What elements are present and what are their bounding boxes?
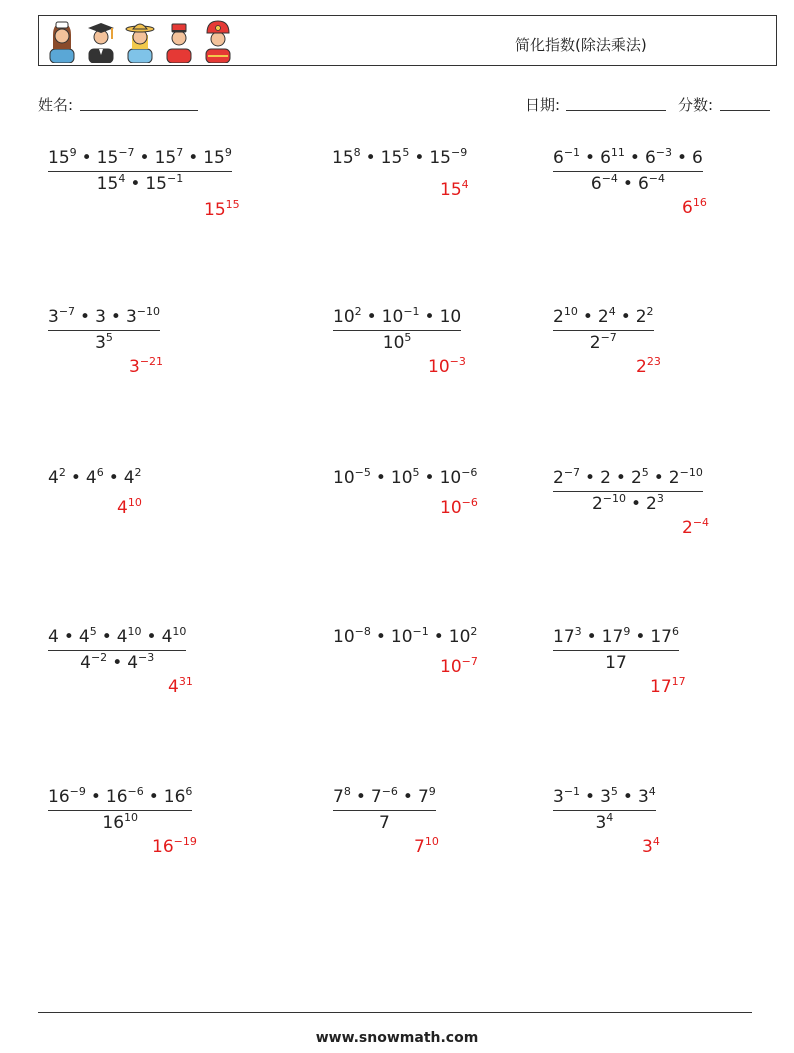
power-term: $3^4$ xyxy=(595,811,614,833)
multiply-dot: • xyxy=(70,468,81,488)
multiply-dot: • xyxy=(414,148,425,168)
multiply-dot: • xyxy=(631,494,642,514)
numerator xyxy=(553,466,703,491)
power-term: $4^{31}$ xyxy=(168,675,193,697)
date-label: 日期: xyxy=(525,96,561,114)
multiply-dot: • xyxy=(139,148,150,168)
power-term: $16^{-9}$ xyxy=(48,785,86,807)
date-field[interactable] xyxy=(566,110,666,111)
power-term: $10^{-6}$ xyxy=(439,466,478,488)
multiply-dot: • xyxy=(110,307,121,327)
fraction xyxy=(333,305,462,353)
power-term: $10^5$ xyxy=(390,466,420,488)
multiply-dot: • xyxy=(90,787,101,807)
numerator xyxy=(333,305,462,330)
power-term: $3^4$ xyxy=(637,785,656,807)
power-term: $2^{-7}$ xyxy=(589,331,617,353)
multiply-dot: • xyxy=(615,468,626,488)
power-term: $3^{-7}$ xyxy=(48,305,76,327)
product-expression xyxy=(333,627,477,647)
power-term: $4^{-2}$ xyxy=(80,651,108,673)
numerator xyxy=(553,146,703,171)
score-label: 分数: xyxy=(678,96,714,114)
problem-13 xyxy=(48,785,193,833)
name-field[interactable] xyxy=(80,110,198,111)
footer-website: www.snowmath.com xyxy=(315,1030,479,1046)
multiply-dot: • xyxy=(622,174,633,194)
answer-5 xyxy=(428,357,466,377)
denominator xyxy=(553,810,656,832)
power-term: $6^{-1}$ xyxy=(553,146,581,168)
multiply-dot: • xyxy=(402,787,413,807)
power-term: $3^5$ xyxy=(95,331,113,353)
power-term: $10^5$ xyxy=(382,331,412,353)
numerator xyxy=(553,305,654,330)
power-term: $10^{-1}$ xyxy=(390,625,429,647)
multiply-dot: • xyxy=(582,307,593,327)
power-term: $4^2$ xyxy=(123,466,142,488)
worksheet-header xyxy=(38,15,777,66)
avatar-row xyxy=(46,19,234,63)
bellhop-icon xyxy=(163,19,195,63)
power-term: $17^{17}$ xyxy=(650,675,686,697)
power-term: $3^{-10}$ xyxy=(125,305,160,327)
numerator xyxy=(553,785,656,810)
answer-11 xyxy=(440,657,478,677)
power-term: $7^8$ xyxy=(333,785,351,807)
power-term: $3^{-21}$ xyxy=(129,355,164,377)
denominator xyxy=(333,810,436,832)
answer-3 xyxy=(682,198,707,218)
power-term: $4^6$ xyxy=(85,466,104,488)
score-field[interactable] xyxy=(720,110,770,111)
problem-1 xyxy=(48,146,232,194)
problem-12 xyxy=(553,625,679,673)
multiply-dot: • xyxy=(635,627,646,647)
numerator xyxy=(48,146,232,171)
power-term: $17^9$ xyxy=(601,625,631,647)
fraction xyxy=(553,466,703,514)
denominator xyxy=(553,491,703,513)
power-term: $6^{-4}$ xyxy=(637,172,665,194)
power-term: $10^2$ xyxy=(333,305,362,327)
multiply-dot: • xyxy=(676,148,688,168)
power-term: $6^{-3}$ xyxy=(644,146,672,168)
power-term: $4^2$ xyxy=(48,466,66,488)
fraction xyxy=(48,625,187,673)
power-term: 4 xyxy=(48,627,59,647)
power-term: $2^{-4}$ xyxy=(682,516,710,538)
power-term: $2^{-7}$ xyxy=(553,466,581,488)
power-term: $16^{-6}$ xyxy=(105,785,144,807)
power-term: $15^8$ xyxy=(332,146,361,168)
multiply-dot: • xyxy=(622,787,633,807)
numerator xyxy=(48,625,187,650)
multiply-dot: • xyxy=(108,468,119,488)
nurse-icon xyxy=(46,19,78,63)
denominator xyxy=(48,650,186,672)
multiply-dot: • xyxy=(101,627,112,647)
power-term: $3^{-1}$ xyxy=(553,785,581,807)
problem-5 xyxy=(333,305,462,353)
footer-divider xyxy=(38,1012,752,1013)
problem-15 xyxy=(553,785,656,833)
answer-15 xyxy=(642,837,660,857)
product-expression xyxy=(48,468,142,488)
multiply-dot: • xyxy=(585,148,596,168)
multiply-dot: • xyxy=(424,307,435,327)
multiply-dot: • xyxy=(375,627,386,647)
denominator xyxy=(48,810,192,832)
denominator xyxy=(553,650,679,672)
fraction xyxy=(553,146,703,194)
answer-6 xyxy=(636,357,661,377)
multiply-dot: • xyxy=(586,627,597,647)
power-term: $4^{10}$ xyxy=(116,625,142,647)
power-term: 3 xyxy=(95,307,106,327)
multiply-dot: • xyxy=(112,653,123,673)
fraction xyxy=(553,785,656,833)
multiply-dot: • xyxy=(433,627,444,647)
power-term: $2^2$ xyxy=(635,305,654,327)
power-term: $2^{-10}$ xyxy=(591,492,627,514)
answer-1 xyxy=(204,200,240,220)
problem-7 xyxy=(48,466,142,488)
power-term: $15^9$ xyxy=(48,146,77,168)
answer-13 xyxy=(152,837,197,857)
power-term: $10^{-1}$ xyxy=(381,305,420,327)
power-term: $6^{-4}$ xyxy=(590,172,618,194)
power-term: $6^{16}$ xyxy=(682,196,707,218)
power-term: $15^4$ xyxy=(440,178,469,200)
product-expression xyxy=(333,468,477,488)
problem-10 xyxy=(48,625,187,673)
multiply-dot: • xyxy=(585,468,596,488)
multiply-dot: • xyxy=(63,627,74,647)
fraction xyxy=(48,785,193,833)
power-term: 7 xyxy=(378,813,390,833)
answer-4 xyxy=(129,357,163,377)
power-term: 6 xyxy=(692,148,703,168)
multiply-dot: • xyxy=(81,148,92,168)
problem-9 xyxy=(553,466,703,514)
multiply-dot: • xyxy=(188,148,199,168)
power-term: $15^{15}$ xyxy=(204,198,240,220)
multiply-dot: • xyxy=(620,307,631,327)
power-term: $3^4$ xyxy=(642,835,660,857)
fraction xyxy=(333,785,436,833)
numerator xyxy=(553,625,679,650)
power-term: $10^{-3}$ xyxy=(428,355,466,377)
farmer-icon xyxy=(124,19,156,63)
denominator xyxy=(333,330,461,352)
power-term: $10^{-8}$ xyxy=(333,625,371,647)
answer-14 xyxy=(414,837,439,857)
multiply-dot: • xyxy=(375,468,386,488)
multiply-dot: • xyxy=(146,627,157,647)
fraction xyxy=(553,305,654,353)
problem-3 xyxy=(553,146,703,194)
product-expression xyxy=(332,148,467,168)
firefighter-icon xyxy=(202,19,234,63)
power-term: $4^{10}$ xyxy=(161,625,187,647)
power-term: $7^9$ xyxy=(417,785,436,807)
multiply-dot: • xyxy=(148,787,159,807)
multiply-dot: • xyxy=(130,174,141,194)
fraction xyxy=(553,625,679,673)
worksheet-title: 简化指数(除法乘法) xyxy=(515,36,647,54)
graduate-icon xyxy=(85,19,117,63)
multiply-dot: • xyxy=(366,307,377,327)
fraction xyxy=(48,305,160,353)
problem-6 xyxy=(553,305,654,353)
power-term: $15^4$ xyxy=(96,172,126,194)
name-label: 姓名: xyxy=(38,96,74,114)
answer-8 xyxy=(440,498,478,518)
denominator xyxy=(553,330,654,352)
power-term: $2^5$ xyxy=(630,466,649,488)
answer-10 xyxy=(168,677,193,697)
answer-2 xyxy=(440,180,469,200)
multiply-dot: • xyxy=(585,787,596,807)
power-term: $7^{10}$ xyxy=(414,835,439,857)
power-term: $10^{-5}$ xyxy=(333,466,371,488)
power-term: $15^7$ xyxy=(154,146,184,168)
power-term: $17^3$ xyxy=(553,625,582,647)
power-term: $16^{-19}$ xyxy=(152,835,197,857)
power-term: $15^{-9}$ xyxy=(429,146,468,168)
power-term: $4^{-3}$ xyxy=(127,651,155,673)
power-term: $4^{10}$ xyxy=(117,496,142,518)
problem-11 xyxy=(333,625,478,647)
power-term: $15^{-7}$ xyxy=(96,146,135,168)
problem-4 xyxy=(48,305,160,353)
power-term: $16^6$ xyxy=(163,785,193,807)
power-term: $15^{-1}$ xyxy=(145,172,184,194)
denominator xyxy=(553,171,703,193)
power-term: $16^{10}$ xyxy=(102,811,139,833)
multiply-dot: • xyxy=(80,307,91,327)
multiply-dot: • xyxy=(424,468,435,488)
numerator xyxy=(48,305,160,330)
power-term: $10^{-7}$ xyxy=(440,655,478,677)
power-term: $2^4$ xyxy=(597,305,616,327)
power-term: 2 xyxy=(600,468,611,488)
power-term: $2^{-10}$ xyxy=(668,466,703,488)
multiply-dot: • xyxy=(653,468,664,488)
power-term: $3^5$ xyxy=(600,785,618,807)
answer-7 xyxy=(117,498,142,518)
power-term: 10 xyxy=(439,307,462,327)
multiply-dot: • xyxy=(355,787,366,807)
multiply-dot: • xyxy=(629,148,640,168)
problem-8 xyxy=(333,466,478,488)
numerator xyxy=(48,785,193,810)
power-term: $2^3$ xyxy=(646,492,664,514)
denominator xyxy=(48,330,160,352)
power-term: $2^{10}$ xyxy=(553,305,578,327)
power-term: $15^9$ xyxy=(203,146,232,168)
multiply-dot: • xyxy=(365,148,376,168)
denominator xyxy=(48,171,232,193)
power-term: $7^{-6}$ xyxy=(370,785,398,807)
answer-12 xyxy=(650,677,686,697)
power-term: $17^6$ xyxy=(650,625,679,647)
problem-14 xyxy=(333,785,436,833)
problem-2 xyxy=(332,146,468,168)
power-term: 17 xyxy=(605,653,627,673)
power-term: $2^{23}$ xyxy=(636,355,661,377)
power-term: $6^{11}$ xyxy=(600,146,625,168)
numerator xyxy=(333,785,436,810)
answer-9 xyxy=(682,518,709,538)
power-term: $10^2$ xyxy=(448,625,478,647)
power-term: $15^5$ xyxy=(380,146,410,168)
power-term: $10^{-6}$ xyxy=(440,496,478,518)
fraction xyxy=(48,146,232,194)
power-term: $4^5$ xyxy=(78,625,97,647)
